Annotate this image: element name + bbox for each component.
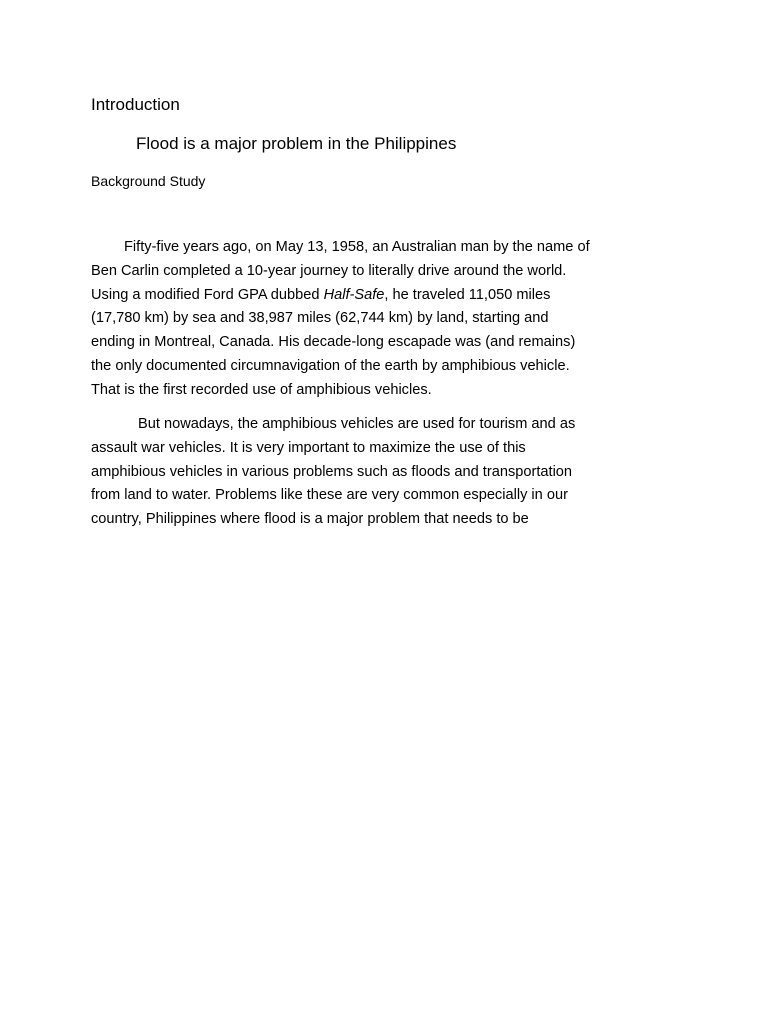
document-subheading: Flood is a major problem in the Philippines [136, 134, 457, 153]
paragraph-2 [91, 413, 671, 532]
paragraph-1-line-3-post: , he traveled 11,050 miles [384, 286, 551, 303]
paragraph-1-line-2: Ben Carlin completed a 10-year journey to literally drive around the world. [91, 262, 567, 279]
paragraph-1-line-1: Fifty-five years ago, on May 13, 1958, an Australian man by the name of [124, 239, 590, 255]
paragraph-1-line-3-pre: Using a modified Ford GPA dubbed [91, 286, 324, 303]
paragraph-2-line-3: amphibious vehicles in various problems such as floods and transportation [91, 463, 573, 480]
paragraph-2-line-2: assault war vehicles. It is very important to maximize the use of this [91, 439, 526, 456]
vehicle-name: Half-Safe [323, 286, 385, 303]
paragraph-1-line-3 [91, 284, 671, 308]
paragraph-1-line-5: ending in Montreal, Canada. His decade-long escapade was (and remains) [91, 334, 576, 351]
paragraph-1-line-6: the only documented circumnavigation of the earth by amphibious vehicle. [91, 357, 570, 374]
paragraph-2-line-1: But nowadays, the amphibious vehicles are used for tourism and as [138, 416, 576, 432]
paragraph-1-line-4: (17,780 km) by sea and 38,987 miles (62,744 km) by land, starting and [91, 310, 549, 327]
paragraph-1 [91, 236, 671, 403]
paragraph-2-line-5: country, Philippines where flood is a major problem that needs to be [91, 511, 529, 528]
paragraph-1-line-7: That is the first recorded use of amphibious vehicles. [91, 381, 432, 398]
paragraph-2-line-4: from land to water. Problems like these are very common especially in our [91, 487, 568, 504]
document-heading: Introduction [91, 95, 180, 114]
section-label: Background Study [91, 173, 206, 189]
